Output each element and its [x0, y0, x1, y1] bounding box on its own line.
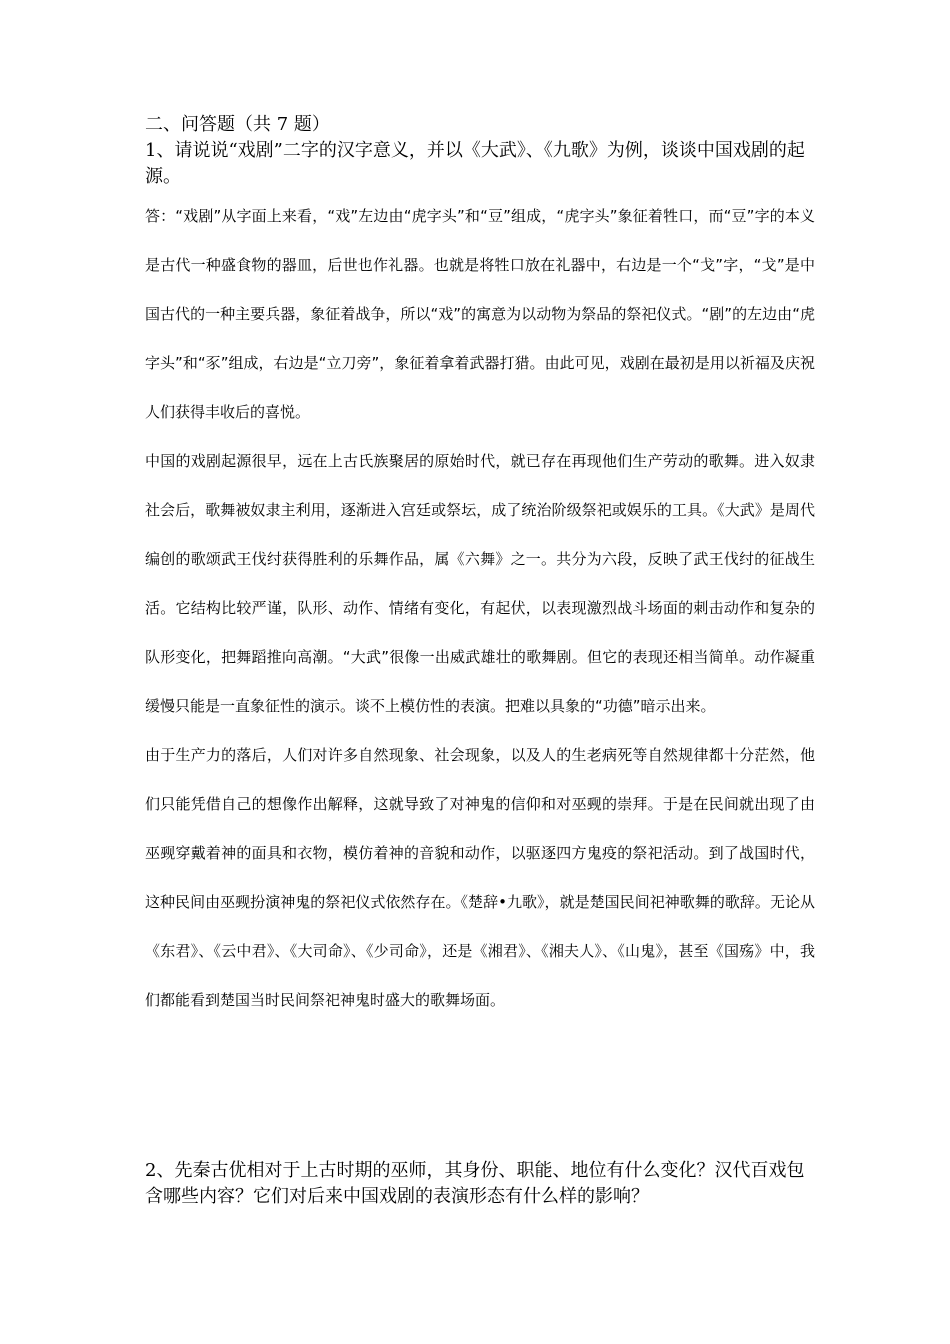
section-title: 二、问答题（共 7 题） — [145, 114, 330, 135]
answer-paragraph-2: 中国的戏剧起源很早，远在上古氏族聚居的原始时代，就已存在再现他们生产劳动的歌舞。进入奴隶社会后，歌舞被奴隶主利用，逐渐进入宫廷或祭坛，成了统治阶级祭祀或娱乐的工具。《大武》是周代编创的歌颂武王伐纣获得胜利的乐舞作品，属《六舞》之一。共分为六段，反映了武王伐纣的征战生活。它结构比较严谨，队形、动作、情绪有变化，有起伏，以表现激烈战斗场面的刺击动作和复杂的队形变化，把舞蹈推向高潮。“大武”很像一出威武雄壮的歌舞剧。但它的表现还相当简单。动作凝重缓慢只能是一直象征性的演示。谈不上模仿性的表演。把难以具象的“功德”暗示出来。 — [145, 452, 815, 715]
answer-paragraph-1: 答：“戏剧”从字面上来看，“戏”左边由“虎字头”和“豆”组成，“虎字头”象征着牲口，而“豆”字的本义是古代一种盛食物的器皿，后世也作礼器。也就是将牲口放在礼器中，右边是一个“戈”字，“戈”是中国古代的一种主要兵器，象征着战争，所以“戏”的寓意为以动物为祭品的祭祀仪式。“剧”的左边由“虎字头”和“豕”组成，右边是“立刀旁”，象征着拿着武器打猎。由此可见，戏剧在最初是用以祈福及庆祝人们获得丰收后的喜悦。 — [145, 207, 815, 421]
question-1: 1、请说说“戏剧”二字的汉字意义，并以《大武》、《九歌》为例，谈谈中国戏剧的起源。 — [145, 140, 805, 187]
answer-paragraph-3: 由于生产力的落后，人们对许多自然现象、社会现象，以及人的生老病死等自然规律都十分茫然，他们只能凭借自己的想像作出解释，这就导致了对神鬼的信仰和对巫觋的崇拜。于是在民间就出现了由巫觋穿戴着神的面具和衣物，模仿着神的音貌和动作，以驱逐四方鬼疫的祭祀活动。到了战国时代，这种民间由巫觋扮演神鬼的祭祀仪式依然存在。《楚辞•九歌》，就是楚国民间祀神歌舞的歌辞。无论从《东君》、《云中君》、《大司命》、《少司命》，还是《湘君》、《湘夫人》、《山鬼》，甚至《国殇》中，我们都能看到楚国当时民间祭祀神鬼时盛大的歌舞场面。 — [145, 746, 815, 1009]
question-2: 2、先秦古优相对于上古时期的巫师，其身份、职能、地位有什么变化？汉代百戏包含哪些内容？它们对后来中国戏剧的表演形态有什么样的影响？ — [145, 1160, 805, 1207]
document-content — [145, 112, 815, 1025]
